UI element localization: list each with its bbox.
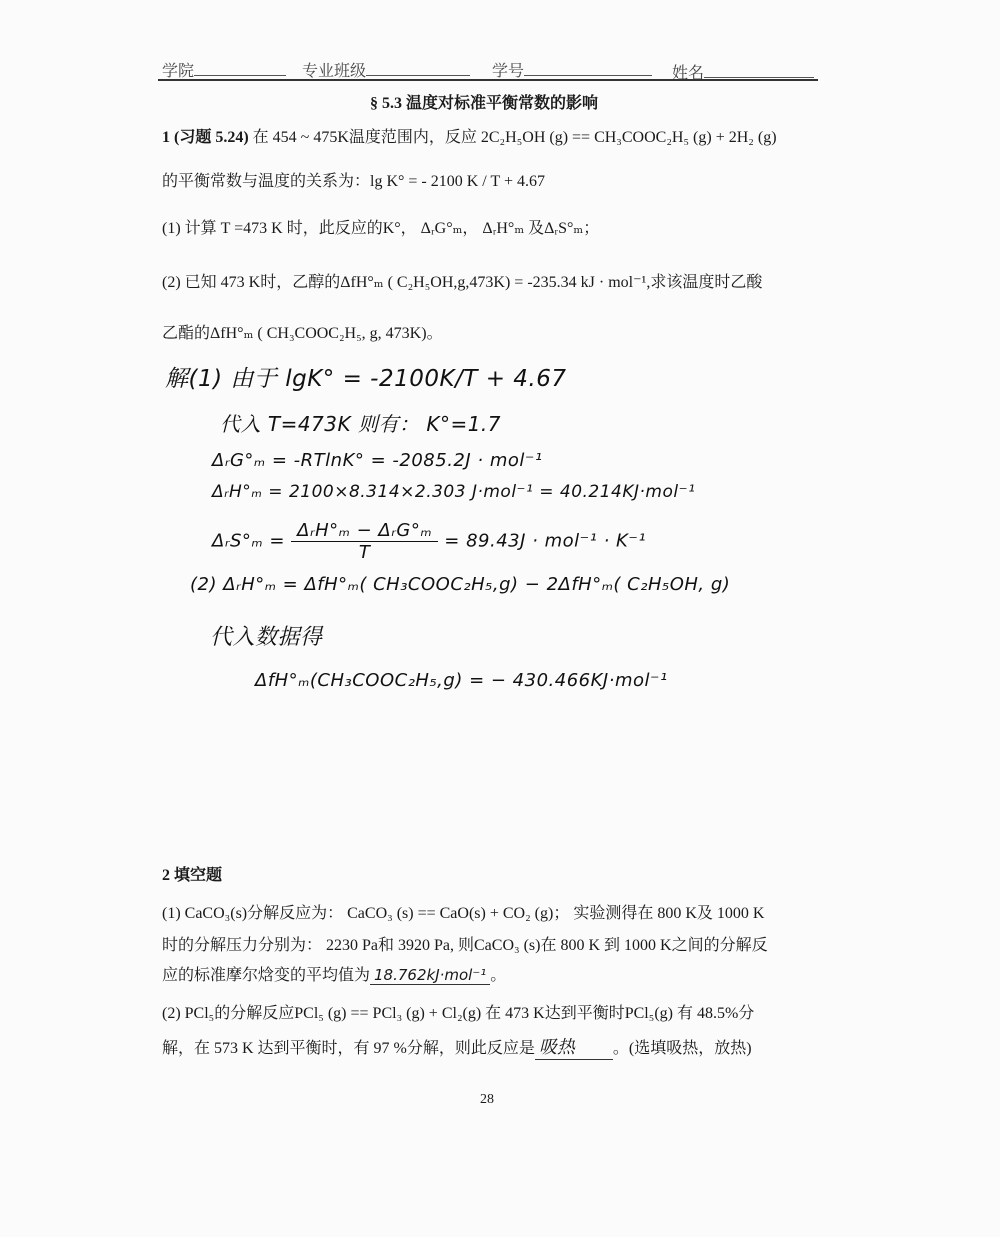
fraction-numerator: ΔᵣH°ₘ − ΔᵣG°ₘ	[291, 520, 438, 542]
class-field	[302, 58, 470, 81]
q2-p2-text: 解，在 573 K 达到平衡时，有 97 %分解，则此反应是	[162, 1040, 535, 1057]
q2-p2-line1: (2) PCl₅的分解反应PCl₅ (g) == PCl₃ (g) + Cl₂(g) 在 473 K达到平衡时PCl₅(g) 有 48.5%分	[162, 1005, 755, 1022]
student-id-blank	[524, 61, 652, 76]
answer-line-2: 代入 T=473K 则有： K°=1.7	[220, 412, 502, 436]
q1-line1	[162, 124, 777, 147]
q2-p1-line2: 时的分解压力分别为： 2230 Pa和 3920 Pa, 则CaCO₃ (s)在 800 K 到 1000 K之间的分解反	[162, 937, 768, 954]
q2-p1-line3	[162, 962, 506, 985]
answer-line-6: (2) ΔᵣH°ₘ = ΔfH°ₘ( CH₃COOC₂H₅,g) − 2ΔfH°ₘ( C₂H₅OH, g)	[190, 574, 731, 595]
q2-p2-line2	[162, 1033, 752, 1060]
q1-line2: 的平衡常数与温度的关系为：lg K° = - 2100 K / T + 4.67	[162, 173, 545, 190]
q2-p1-answer: 18.762kJ·mol⁻¹	[370, 966, 490, 985]
q1-label: 1 (习题 5.24)	[162, 129, 249, 146]
college-field	[162, 58, 286, 81]
q2-p2-answer: 吸热	[535, 1033, 613, 1060]
answer-line-4: ΔᵣH°ₘ = 2100×8.314×2.303 J·mol⁻¹ = 40.214KJ·mol⁻¹	[212, 482, 696, 502]
q2-p1-end: 。	[490, 967, 507, 984]
q1-text-1: 在 454 ~ 475K温度范围内，反应 2C₂H₅OH (g) == CH₃COOC₂H₅ (g) + 2H₂ (g)	[252, 129, 777, 146]
entropy-fraction	[291, 520, 438, 563]
header-rule	[158, 79, 818, 81]
q1-part2-line2: 乙酯的ΔfH°ₘ ( CH₃COOC₂H₅, g, 473K)。	[162, 325, 443, 342]
q1-part1: (1) 计算 T =473 K 时，此反应的K°， ΔᵣG°ₘ， ΔᵣH°ₘ 及ΔᵣS°ₘ；	[162, 220, 600, 237]
entropy-rhs: = 89.43J · mol⁻¹ · K⁻¹	[444, 530, 647, 552]
q2-p2-end: 。(选填吸热，放热)	[612, 1040, 752, 1057]
name-label: 姓名	[672, 65, 705, 82]
college-blank	[194, 61, 286, 76]
entropy-lhs: ΔᵣS°ₘ =	[212, 530, 285, 552]
page-number: 28	[480, 1092, 494, 1107]
q1-part2-line1: (2) 已知 473 K时，乙醇的ΔfH°ₘ ( C₂H₅OH,g,473K) = -235.34 kJ · mol⁻¹,求该温度时乙酸	[162, 274, 763, 291]
q2-title: 2 填空题	[162, 867, 223, 884]
student-id-field	[492, 58, 652, 81]
answer-line-8: ΔfH°ₘ(CH₃COOC₂H₅,g) = − 430.466KJ·mol⁻¹	[255, 670, 668, 691]
class-label: 专业班级	[302, 63, 367, 80]
fraction-denominator: T	[358, 542, 371, 563]
answer-line-7: 代入数据得	[210, 625, 323, 650]
answer-line-5	[212, 520, 646, 563]
college-label: 学院	[162, 63, 195, 80]
answer-line-1: 解(1) 由于 lgK° = -2100K/T + 4.67	[165, 366, 567, 392]
q2-p1-text: 应的标准摩尔焓变的平均值为	[162, 967, 371, 984]
section-title: § 5.3 温度对标准平衡常数的影响	[370, 95, 599, 112]
answer-line-3: ΔᵣG°ₘ = -RTlnK° = -2085.2J · mol⁻¹	[212, 450, 543, 471]
class-blank	[366, 61, 470, 76]
q2-p1-line1: (1) CaCO₃(s)分解反应为： CaCO₃ (s) == CaO(s) + CO₂ (g)； 实验测得在 800 K及 1000 K	[162, 905, 765, 922]
student-id-label: 学号	[492, 63, 525, 80]
name-blank	[704, 63, 814, 78]
